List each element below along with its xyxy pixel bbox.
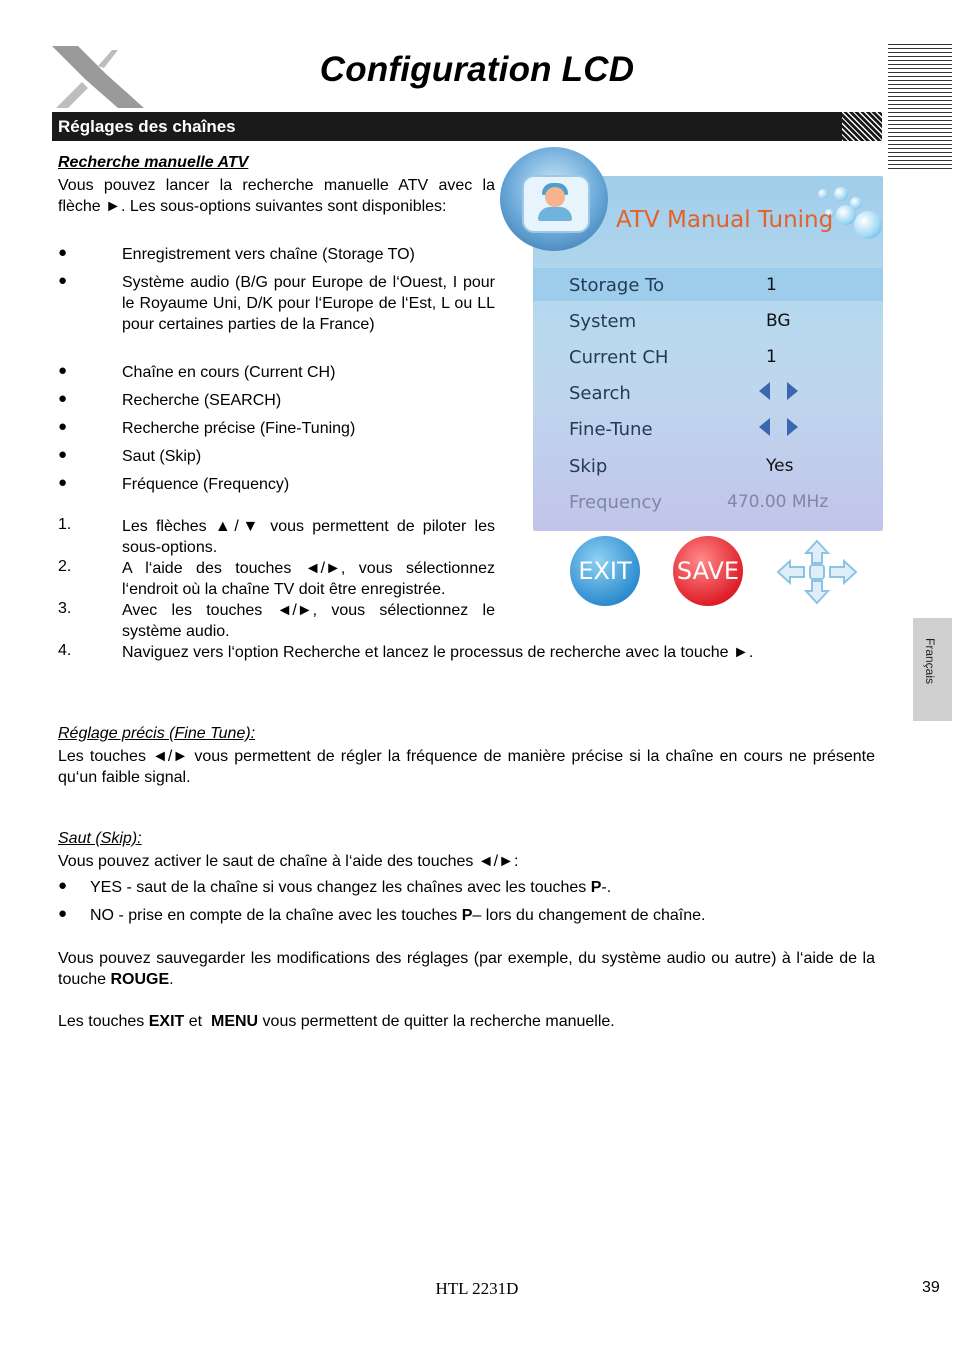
skip-no-item: NO - prise en compte de la chaîne avec les touches P– lors du changement de chaîne. — [90, 907, 706, 924]
save-note: Vous pouvez sauvegarder les modifications des réglages (par exemple, du système audio ou autre) à l‘aide de la touche ROUGE. — [58, 950, 875, 988]
bullet: ● — [58, 244, 68, 261]
list-item: Système audio (B/G pour Europe de l‘Ouest, I pour le Royaume Uni, D/K pour l‘Europe de l‘Est, L ou LL pour certaines parties de la France) — [122, 274, 495, 333]
navigation-arrows-icon — [776, 539, 858, 605]
skip-intro: Vous pouvez activer le saut de chaîne à l‘aide des touches ◄/►: — [58, 853, 519, 870]
bullet: ● — [58, 418, 68, 435]
skip-heading: Saut (Skip): — [58, 830, 142, 847]
step-text: Avec les touches ◄/►, vous sélectionnez le système audio. — [122, 602, 495, 640]
tv-row-skip: Skip Yes — [569, 456, 794, 477]
bullet: ● — [58, 390, 68, 407]
right-arrow-icon — [787, 418, 798, 436]
step-number: 4. — [58, 642, 72, 659]
exit-button-icon: EXIT — [570, 536, 640, 606]
left-arrow-icon — [759, 418, 770, 436]
section-header — [52, 112, 882, 141]
step-text: Les flèches ▲/▼ vous permettent de piloter les sous-options. — [122, 518, 495, 556]
section-hatch — [842, 112, 882, 141]
footer-model: HTL 2231D — [435, 1279, 519, 1298]
tv-row-storage-to: Storage To 1 — [533, 268, 883, 301]
tv-row-fine-tune: Fine-Tune — [533, 412, 883, 445]
save-button-icon: SAVE — [673, 536, 743, 606]
list-item: Fréquence (Frequency) — [122, 476, 290, 493]
exit-note: Les touches EXIT et MENU vous permettent de quitter la recherche manuelle. — [58, 1013, 615, 1030]
page-number: 39 — [922, 1279, 940, 1296]
bullet: ● — [58, 272, 68, 289]
tuning-badge-icon — [500, 147, 608, 251]
list-item: Recherche (SEARCH) — [122, 392, 282, 409]
fine-tune-text: Les touches ◄/► vous permettent de régler la fréquence de manière précise si la chaîne en cours ne présente qu‘un faible signal. — [58, 748, 875, 786]
bullet: ● — [58, 362, 68, 379]
list-item: Chaîne en cours (Current CH) — [122, 364, 336, 381]
tv-menu-screenshot — [500, 147, 883, 607]
list-item: Saut (Skip) — [122, 448, 202, 465]
right-arrow-icon — [787, 382, 798, 400]
bullet: ● — [58, 474, 68, 491]
tv-row-system: System BG — [569, 311, 791, 332]
fine-tune-heading: Réglage précis (Fine Tune): — [58, 725, 256, 742]
tv-menu-title: ATV Manual Tuning — [616, 207, 834, 233]
bullet: ● — [58, 905, 68, 922]
manual-search-heading: Recherche manuelle ATV — [58, 154, 249, 171]
step-number: 1. — [58, 516, 72, 533]
tv-row-search: Search — [533, 376, 883, 409]
tv-row-current-ch: Current CH 1 — [569, 347, 777, 368]
step-text: Naviguez vers l‘option Recherche et lancez le processus de recherche avec la touche ►. — [122, 644, 754, 661]
page-title: Configuration LCD — [319, 50, 635, 89]
bullet: ● — [58, 877, 68, 894]
tv-row-frequency: Frequency 470.00 MHz — [569, 492, 829, 513]
section-title: Réglages des chaînes — [58, 117, 236, 136]
list-item: Recherche précise (Fine-Tuning) — [122, 420, 356, 437]
step-number: 3. — [58, 600, 72, 617]
skip-yes-item: YES - saut de la chaîne si vous changez les chaînes avec les touches P-. — [90, 879, 612, 896]
step-number: 2. — [58, 558, 72, 575]
manual-search-intro: Vous pouvez lancer la recherche manuelle ATV avec la flèche ►. Les sous-options suivantes sont disponibles: — [58, 177, 495, 215]
step-text: A l‘aide des touches ◄/►, vous sélectionnez l‘endroit où la chaîne TV doit être enregistrée. — [122, 560, 495, 598]
language-tab: Français — [913, 618, 952, 721]
left-arrow-icon — [759, 382, 770, 400]
list-item: Enregistrement vers chaîne (Storage TO) — [122, 246, 415, 263]
decorative-stripes — [888, 44, 952, 172]
bullet: ● — [58, 446, 68, 463]
